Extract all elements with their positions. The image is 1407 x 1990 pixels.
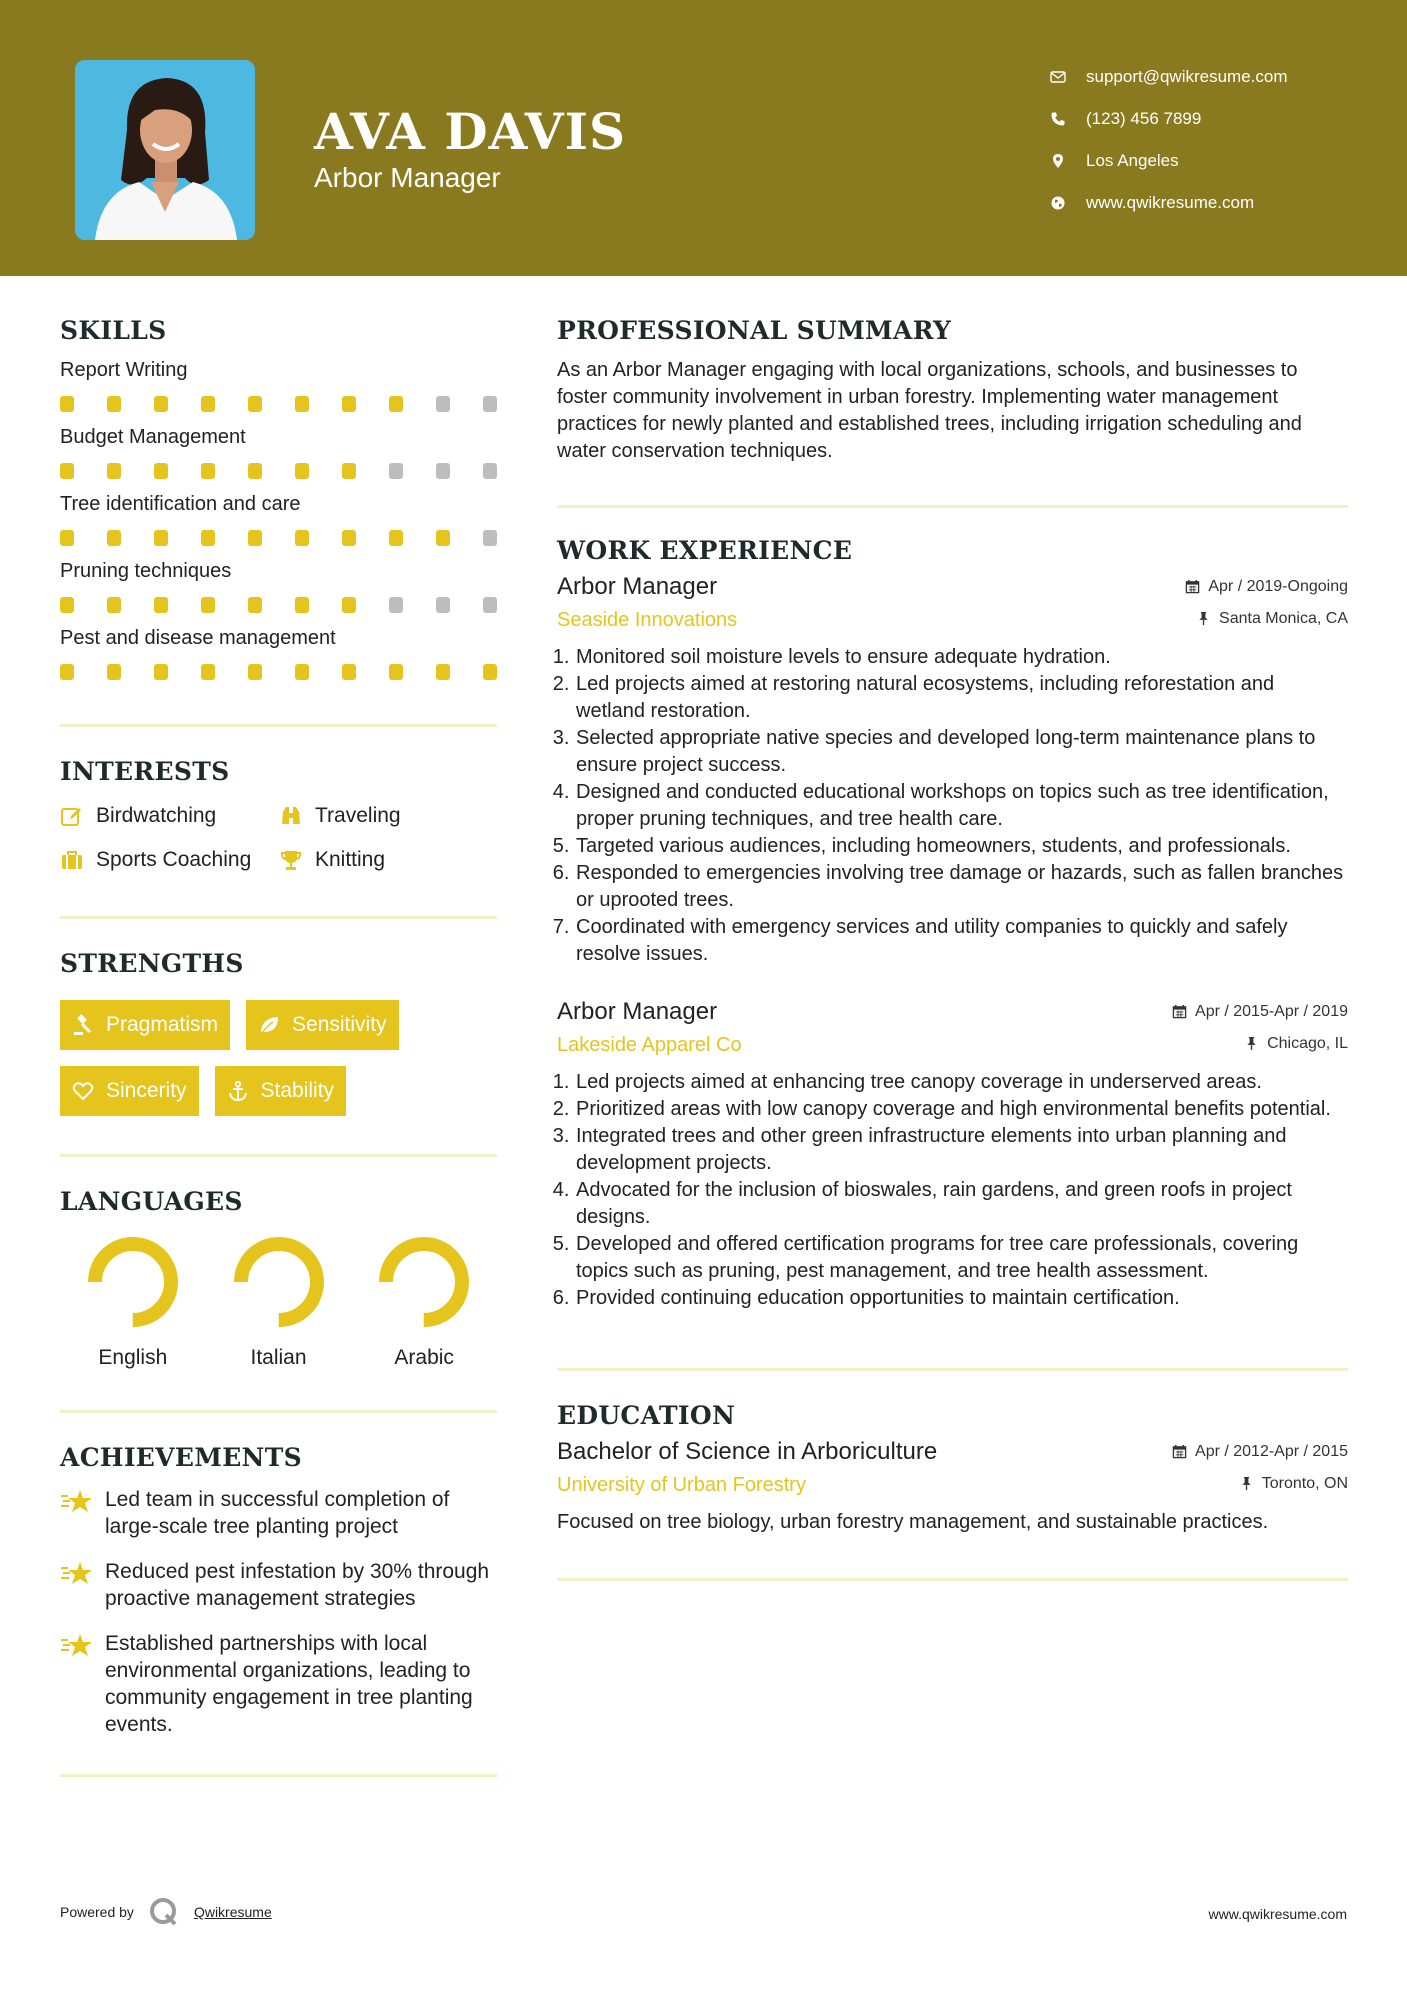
calendar-icon xyxy=(1172,1004,1187,1019)
envelope-icon xyxy=(1050,69,1086,85)
skill-rating-dot xyxy=(60,664,74,680)
section-divider xyxy=(60,1774,497,1777)
skill-rating-dot xyxy=(483,664,497,680)
job-title: Arbor Manager xyxy=(557,573,718,600)
skill-rating-dot xyxy=(295,396,309,412)
skill-rating-dot xyxy=(154,463,168,479)
qwikresume-logo-icon xyxy=(148,1896,180,1928)
job-bullet: 6. Provided continuing education opportunities to maintain certification. xyxy=(575,1285,1348,1312)
heart-icon xyxy=(72,1080,94,1102)
left-column xyxy=(60,316,497,1777)
interests-list xyxy=(60,804,497,872)
skill-rating-dot xyxy=(389,597,403,613)
skill-rating-dot xyxy=(248,597,262,613)
skill-name: Budget Management xyxy=(60,426,246,448)
jobs-list xyxy=(557,573,1348,1312)
trophy-icon xyxy=(279,848,315,872)
summary-section xyxy=(557,316,1348,465)
strength-badge xyxy=(60,1000,230,1050)
job-entry xyxy=(557,573,1348,968)
languages-list xyxy=(60,1236,497,1370)
skill-rating-dot xyxy=(107,597,121,613)
skill-rating-dot xyxy=(60,530,74,546)
summary-text: As an Arbor Manager engaging with local organizations, schools, and businesses to foster community involvement in urban forestry. Implementing water management practices for newly planted and established trees, including irrigation scheduling and water conservation techniques. xyxy=(557,359,1302,462)
job-bullet: 1. Monitored soil moisture levels to ensure adequate hydration. xyxy=(575,644,1348,671)
skill-rating-dot xyxy=(342,530,356,546)
job-header xyxy=(557,998,1348,1026)
qwikresume-link[interactable]: Qwikresume xyxy=(193,1904,272,1920)
skill-rating-dot xyxy=(248,396,262,412)
interest-label: Traveling xyxy=(315,804,401,827)
skill-rating-dot xyxy=(389,463,403,479)
skill-rating-dot xyxy=(436,463,450,479)
skill-name: Pest and disease management xyxy=(60,627,336,649)
language-item xyxy=(351,1236,497,1370)
company-name: Lakeside Apparel Co xyxy=(557,1034,742,1056)
skill-rating-dot xyxy=(483,396,497,412)
pushpin-icon xyxy=(1196,611,1211,626)
job-bullet: 3. Integrated trees and other green infrastructure elements into urban planning and development projects. xyxy=(575,1123,1348,1177)
section-divider xyxy=(557,505,1348,508)
contact-list xyxy=(1050,56,1288,224)
achievement-text: Led team in successful completion of large-scale tree planting project xyxy=(105,1488,450,1538)
skill-rating-dot xyxy=(201,530,215,546)
location-pin-icon xyxy=(1050,153,1086,169)
skill-rating-dot xyxy=(389,664,403,680)
job-location-text: Santa Monica, CA xyxy=(1219,609,1348,627)
calendar-icon xyxy=(1185,579,1200,594)
skills-list xyxy=(60,359,497,680)
star-icon xyxy=(60,1630,105,1738)
right-column xyxy=(557,316,1348,1581)
contact-phone[interactable] xyxy=(1050,98,1288,140)
skill-rating-dot xyxy=(342,597,356,613)
interest-label: Birdwatching xyxy=(96,804,217,827)
anchor-icon xyxy=(227,1080,249,1102)
job-bullets xyxy=(557,1069,1348,1312)
education-dates-text: Apr / 2012-Apr / 2015 xyxy=(1195,1442,1348,1460)
skill-rating-dot xyxy=(60,597,74,613)
skill-rating-dot xyxy=(436,597,450,613)
summary-title: PROFESSIONAL SUMMARY xyxy=(557,316,952,345)
section-divider xyxy=(557,1368,1348,1371)
skill-rating-dot xyxy=(201,664,215,680)
achievement-item xyxy=(60,1630,497,1738)
interest-label: Sports Coaching xyxy=(96,848,252,871)
contact-email-text: support@qwikresume.com xyxy=(1086,67,1288,86)
education-dates xyxy=(1172,1443,1348,1461)
strengths-list xyxy=(60,1000,497,1116)
languages-section xyxy=(60,1187,497,1370)
job-bullets xyxy=(557,644,1348,968)
candidate-name: AVA DAVIS xyxy=(314,102,627,161)
experience-section xyxy=(557,536,1348,1312)
interests-title: INTERESTS xyxy=(60,757,230,786)
achievements-title: ACHIEVEMENTS xyxy=(60,1443,302,1472)
job-bullet: 2. Prioritized areas with low canopy coverage and high environmental benefits potential. xyxy=(575,1096,1348,1123)
globe-icon xyxy=(1050,195,1086,211)
education-text: Focused on tree biology, urban forestry management, and sustainable practices. xyxy=(557,1511,1269,1533)
education-title: EDUCATION xyxy=(557,1401,736,1430)
contact-website[interactable] xyxy=(1050,182,1288,224)
pushpin-icon xyxy=(1239,1476,1254,1491)
skill-rating xyxy=(60,463,497,479)
footer-website[interactable]: www.qwikresume.com xyxy=(1208,1906,1347,1922)
education-subheader xyxy=(557,1474,1348,1497)
language-item xyxy=(206,1236,352,1370)
powered-by-text: Powered by xyxy=(60,1904,134,1920)
job-location xyxy=(1196,610,1348,628)
education-header xyxy=(557,1438,1348,1466)
strength-label: Sincerity xyxy=(106,1079,187,1102)
skill-rating xyxy=(60,396,497,412)
star-icon xyxy=(60,1558,105,1612)
contact-website-text: www.qwikresume.com xyxy=(1086,193,1255,212)
achievement-text: Established partnerships with local environmental organizations, leading to community engagement in tree planting events. xyxy=(105,1632,473,1736)
skill-name: Pruning techniques xyxy=(60,560,232,582)
education-location-text: Toronto, ON xyxy=(1261,1474,1348,1492)
skill-rating-dot xyxy=(295,530,309,546)
experience-title: WORK EXPERIENCE xyxy=(557,536,853,565)
job-bullet: 4. Designed and conducted educational workshops on topics such as tree identification, proper pruning techniques, and tree health care. xyxy=(575,779,1348,833)
skill-rating-dot xyxy=(201,396,215,412)
job-bullet: 5. Targeted various audiences, including homeowners, students, and professionals. xyxy=(575,833,1348,860)
language-label: English xyxy=(98,1346,168,1369)
strength-label: Stability xyxy=(260,1079,335,1102)
skill-rating-dot xyxy=(436,664,450,680)
skill-rating-dot xyxy=(201,463,215,479)
interest-item xyxy=(279,804,497,828)
job-subheader xyxy=(557,1034,1348,1057)
skill-rating xyxy=(60,597,497,613)
interest-label: Knitting xyxy=(315,848,386,871)
job-dates-text: Apr / 2015-Apr / 2019 xyxy=(1195,1002,1348,1020)
skill-rating xyxy=(60,530,497,546)
skill-rating-dot xyxy=(60,396,74,412)
section-divider xyxy=(557,1578,1348,1581)
pushpin-icon xyxy=(1244,1036,1259,1051)
skill-rating-dot xyxy=(107,530,121,546)
company-name: Seaside Innovations xyxy=(557,609,738,631)
job-entry xyxy=(557,998,1348,1312)
interest-item xyxy=(279,848,497,872)
contact-location xyxy=(1050,140,1288,182)
strength-label: Sensitivity xyxy=(292,1013,387,1036)
resume-header xyxy=(0,0,1407,276)
education-location xyxy=(1239,1475,1348,1493)
education-section xyxy=(557,1401,1348,1536)
skill-rating-dot xyxy=(342,396,356,412)
skill-rating-dot xyxy=(107,463,121,479)
language-item xyxy=(60,1236,206,1370)
achievement-item xyxy=(60,1486,497,1540)
contact-email[interactable] xyxy=(1050,56,1288,98)
skill-rating-dot xyxy=(154,597,168,613)
strength-badge xyxy=(215,1066,347,1116)
strength-badge xyxy=(60,1066,199,1116)
skill-rating-dot xyxy=(201,597,215,613)
skills-title: SKILLS xyxy=(60,316,167,345)
section-divider xyxy=(60,916,497,919)
skill-rating-dot xyxy=(389,396,403,412)
skill-rating-dot xyxy=(107,664,121,680)
contact-location-text: Los Angeles xyxy=(1086,151,1179,170)
skill-name: Report Writing xyxy=(60,359,188,381)
job-bullet: 5. Developed and offered certification programs for tree care professionals, covering topics such as pruning, pest management, and tree health assessment. xyxy=(575,1231,1348,1285)
footer-powered-by xyxy=(60,1896,272,1928)
leaf-icon xyxy=(258,1014,280,1036)
skill-rating-dot xyxy=(248,664,262,680)
interest-item xyxy=(60,804,279,828)
skill-rating-dot xyxy=(436,530,450,546)
language-label: Italian xyxy=(250,1346,307,1369)
section-divider xyxy=(60,1154,497,1157)
strength-label: Pragmatism xyxy=(106,1013,219,1036)
skill-rating-dot xyxy=(107,396,121,412)
skill-rating-dot xyxy=(248,463,262,479)
language-level-ring xyxy=(87,1236,179,1328)
skill-rating-dot xyxy=(436,396,450,412)
school-name: University of Urban Forestry xyxy=(557,1474,806,1496)
job-subheader xyxy=(557,609,1348,632)
skill-rating-dot xyxy=(483,530,497,546)
skill-rating-dot xyxy=(295,463,309,479)
strengths-title: STRENGTHS xyxy=(60,949,244,978)
skill-rating-dot xyxy=(154,664,168,680)
job-bullet: 4. Advocated for the inclusion of bioswales, rain gardens, and green roofs in project designs. xyxy=(575,1177,1348,1231)
interests-section xyxy=(60,757,497,872)
achievement-text: Reduced pest infestation by 30% through proactive management strategies xyxy=(105,1560,490,1610)
skill-rating-dot xyxy=(60,463,74,479)
job-location xyxy=(1244,1035,1348,1053)
candidate-role: Arbor Manager xyxy=(314,162,501,193)
skill-rating-dot xyxy=(154,530,168,546)
briefcase-icon xyxy=(60,848,96,872)
skill-rating-dot xyxy=(295,597,309,613)
gavel-icon xyxy=(72,1014,94,1036)
star-icon xyxy=(60,1486,105,1540)
section-divider xyxy=(60,1410,497,1413)
skill-rating-dot xyxy=(295,664,309,680)
skill-rating-dot xyxy=(342,664,356,680)
achievements-list xyxy=(60,1486,497,1738)
language-level-ring xyxy=(233,1236,325,1328)
skill-name: Tree identification and care xyxy=(60,493,301,515)
languages-title: LANGUAGES xyxy=(60,1187,243,1216)
skill-rating-dot xyxy=(248,530,262,546)
job-dates-text: Apr / 2019-Ongoing xyxy=(1208,577,1348,595)
job-bullet: 2. Led projects aimed at restoring natural ecosystems, including reforestation and wetland restoration. xyxy=(575,671,1348,725)
job-bullet: 7. Coordinated with emergency services and utility companies to quickly and safely resolve issues. xyxy=(575,914,1348,968)
skill-rating-dot xyxy=(154,396,168,412)
skill-rating-dot xyxy=(389,530,403,546)
job-bullet: 1. Led projects aimed at enhancing tree canopy coverage in underserved areas. xyxy=(575,1069,1348,1096)
achievement-item xyxy=(60,1558,497,1612)
degree-title: Bachelor of Science in Arboriculture xyxy=(557,1438,938,1465)
profile-photo xyxy=(75,60,255,240)
achievements-section xyxy=(60,1443,497,1738)
binoculars-icon xyxy=(279,804,315,828)
strengths-section xyxy=(60,949,497,1116)
job-title: Arbor Manager xyxy=(557,998,718,1025)
language-level-ring xyxy=(378,1236,470,1328)
job-bullet: 3. Selected appropriate native species and developed long-term maintenance plans to ensure project success. xyxy=(575,725,1348,779)
contact-phone-text: (123) 456 7899 xyxy=(1086,109,1202,128)
job-bullet: 6. Responded to emergencies involving tree damage or hazards, such as fallen branches or uprooted trees. xyxy=(575,860,1348,914)
job-header xyxy=(557,573,1348,601)
skill-rating-dot xyxy=(483,597,497,613)
job-dates xyxy=(1172,1003,1348,1021)
pencil-icon xyxy=(60,804,96,828)
section-divider xyxy=(60,724,497,727)
job-dates xyxy=(1185,578,1348,596)
language-label: Arabic xyxy=(394,1346,454,1369)
interest-item xyxy=(60,848,279,872)
phone-icon xyxy=(1050,111,1086,127)
strength-badge xyxy=(246,1000,399,1050)
calendar-icon xyxy=(1172,1444,1187,1459)
job-location-text: Chicago, IL xyxy=(1267,1034,1348,1052)
skills-section xyxy=(60,316,497,680)
skill-rating xyxy=(60,664,497,680)
skill-rating-dot xyxy=(342,463,356,479)
skill-rating-dot xyxy=(483,463,497,479)
